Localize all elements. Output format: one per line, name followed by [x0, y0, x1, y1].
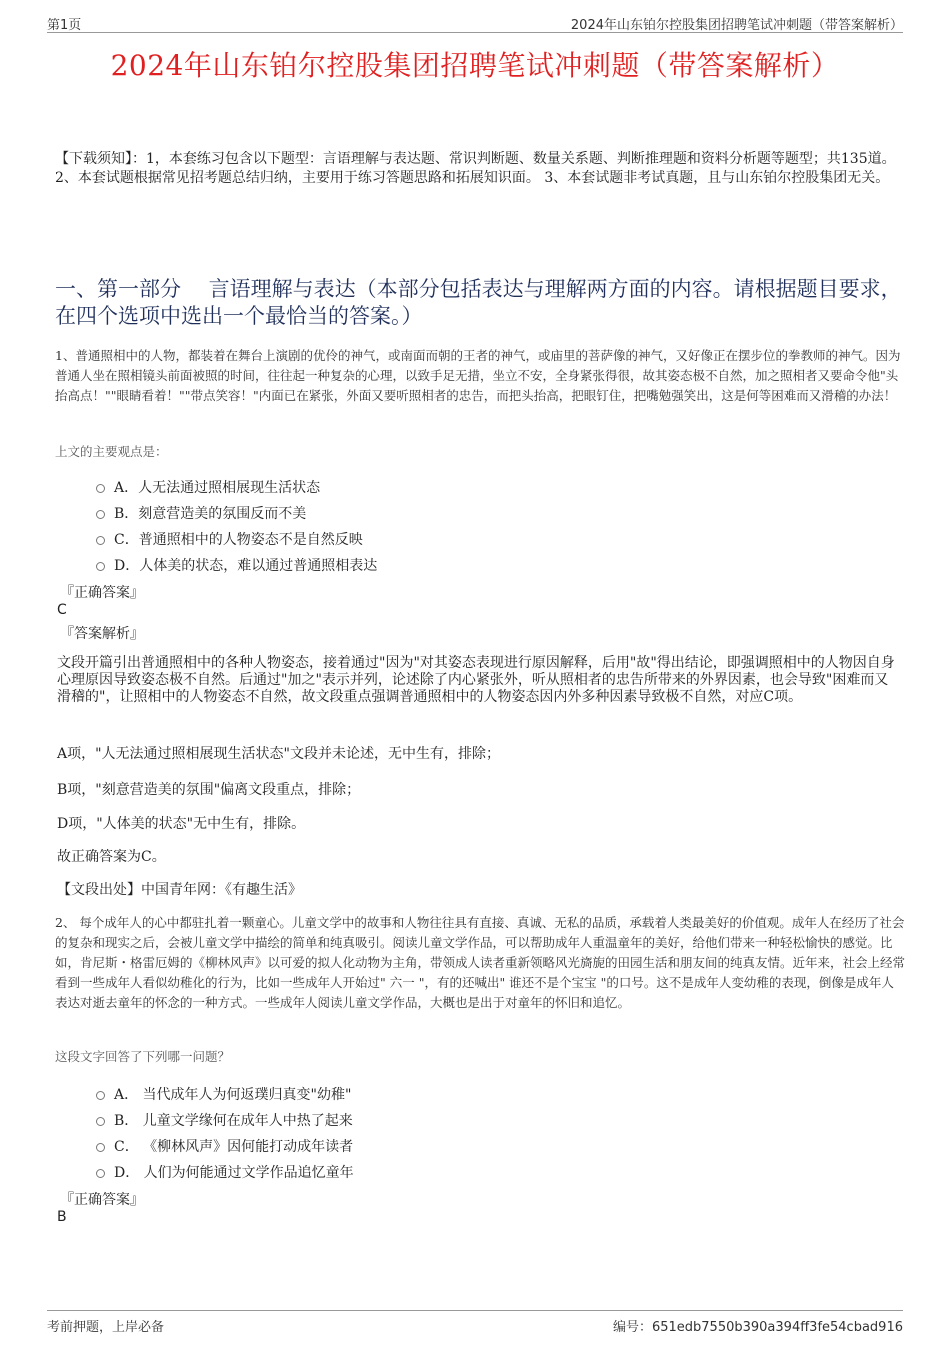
footer-code — [613, 1316, 903, 1335]
radio-icon[interactable] — [96, 510, 105, 519]
question-1-analysis: 文段开篇引出普通照相中的各种人物姿态，接着通过"因为"对其姿态表现进行原因解释，后用"故"得出结论，即强调照相中的人物因自身心理原因导致姿态极不自然。后通过"加之"表示并列，论述除了内心紧张外，听从照相者的忠告所带来的外界因素，也会导致"困难而又滑稽的"，让照相中的人物姿态不自然，故文段重点强调普通照相中的人物姿态因内外多种因素导致极不自然，对应C项。 — [57, 655, 895, 705]
question-2-option-a[interactable]: A． 当代成年人为何返璞归真变"幼稚" — [96, 1084, 351, 1104]
document-title: 2024年山东铂尔控股集团招聘笔试冲刺题（带答案解析） — [110, 49, 840, 82]
radio-icon[interactable] — [96, 1091, 105, 1100]
page-header — [47, 12, 903, 33]
question-2-passage: 2、 每个成年人的心中都驻扎着一颗童心。儿童文学中的故事和人物往往具有直接、真诚、无私的品质，承载着人类最美好的价值观。成年人在经历了社会的复杂和现实之后，会被儿童文学中描绘的简单和纯真吸引。阅读儿童文学作品，可以帮助成年人重温童年的美好，给他们带来一种轻松愉快的感觉。比如，肯尼斯・格雷厄姆的《柳林风声》以可爱的拟人化动物为主角，带领成人读者重新领略风光旖旎的田园生活和朋友间的纯真友情。近年来，社会上经常看到一些成年人看似幼稚化的行为，比如一些成年人开始过" 六一 "，有的还喊出" 谁还不是个宝宝 "的口号。这不是成年人变幼稚的表现，倒像是成年人表达对逝去童年的怀念的一种方式。一些成年人阅读儿童文学作品，大概也是出于对童年的怀旧和追忆。 — [55, 915, 906, 1010]
radio-icon[interactable] — [96, 1117, 105, 1126]
question-1-answer-label: 『正确答案』 — [60, 585, 144, 601]
radio-icon[interactable] — [96, 1143, 105, 1152]
radio-icon[interactable] — [96, 562, 105, 571]
question-1-analysis-b: B项，"刻意营造美的氛围"偏离文段重点，排除； — [57, 782, 361, 798]
page-number: 第1页 — [47, 18, 82, 33]
question-1-passage: 1、普通照相中的人物，都装着在舞台上演剧的优伶的神气，或南面而朝的王者的神气，或庙里的菩萨像的神气，又好像正在摆步位的拳教师的神气。因为普通人坐在照相镜头前面被照的时间，往往起一种复杂的心理，以致手足无措，坐立不安，全身紧张得很，故其姿态极不自然，加之照相者又要命令他"头抬高点！""眼睛看着！""带点笑容！"内面已在紧张，外面又要听照相者的忠告，而把头抬高，把眼钉住，把嘴勉强笑出，这是何等困难而又滑稽的办法！ — [55, 348, 901, 403]
question-1-source: 【文段出处】中国青年网：《有趣生活》 — [57, 882, 302, 898]
question-2-option-d[interactable]: D． 人们为何能通过文学作品追忆童年 — [96, 1162, 354, 1182]
question-1-conclusion: 故正确答案为C。 — [57, 849, 166, 865]
section-heading: 一、第一部分 言语理解与表达（本部分包括表达与理解两方面的内容。请根据题目要求，在四个选项中选出一个最恰当的答案。） — [55, 277, 902, 328]
question-1-analysis-d: D项，"人体美的状态"无中生有，排除。 — [57, 816, 306, 832]
radio-icon[interactable] — [96, 1169, 105, 1178]
question-2-prompt: 这段文字回答了下列哪一问题？ — [55, 1049, 231, 1064]
question-1-option-c[interactable]: C．普通照相中的人物姿态不是自然反映 — [96, 529, 363, 549]
question-2-answer: B — [57, 1209, 67, 1225]
question-1-option-d[interactable]: D．人体美的状态，难以通过普通照相表达 — [96, 555, 377, 575]
footer-slogan: 考前押题，上岸必备 — [47, 1320, 165, 1335]
question-2-answer-label: 『正确答案』 — [60, 1192, 144, 1208]
question-1-analysis-label: 『答案解析』 — [60, 626, 144, 642]
question-2-option-c[interactable]: C． 《柳林风声》因何能打动成年读者 — [96, 1136, 353, 1156]
footer-code-value: 651edb7550b390a394ff3fe54cbad916 — [651, 1320, 903, 1335]
header-doc-title: 2024年山东铂尔控股集团招聘笔试冲刺题（带答案解析） — [570, 18, 903, 33]
question-1-answer: C — [57, 602, 67, 618]
question-1-prompt: 上文的主要观点是： — [55, 444, 168, 459]
download-notice: 【下载须知】：1，本套练习包含以下题型：言语理解与表达题、常识判断题、数量关系题、判断推理题和资料分析题等题型；共135道。 2、本套试题根据常见招考题总结归纳，主要用于练习答题思路和拓展知识面。 3、本套试题非考试真题，且与山东铂尔控股集团无关。 — [55, 151, 896, 186]
radio-icon[interactable] — [96, 536, 105, 545]
question-2-option-b[interactable]: B． 儿童文学缘何在成年人中热了起来 — [96, 1110, 353, 1130]
question-1-option-b[interactable]: B．刻意营造美的氛围反而不美 — [96, 503, 306, 523]
question-1-option-a[interactable]: A．人无法通过照相展现生活状态 — [96, 477, 320, 497]
question-1-analysis-a: A项，"人无法通过照相展现生活状态"文段并未论述，无中生有，排除； — [57, 746, 500, 762]
radio-icon[interactable] — [96, 484, 105, 493]
footer-code-label: 编号： — [612, 1320, 652, 1335]
page-footer — [47, 1310, 903, 1336]
